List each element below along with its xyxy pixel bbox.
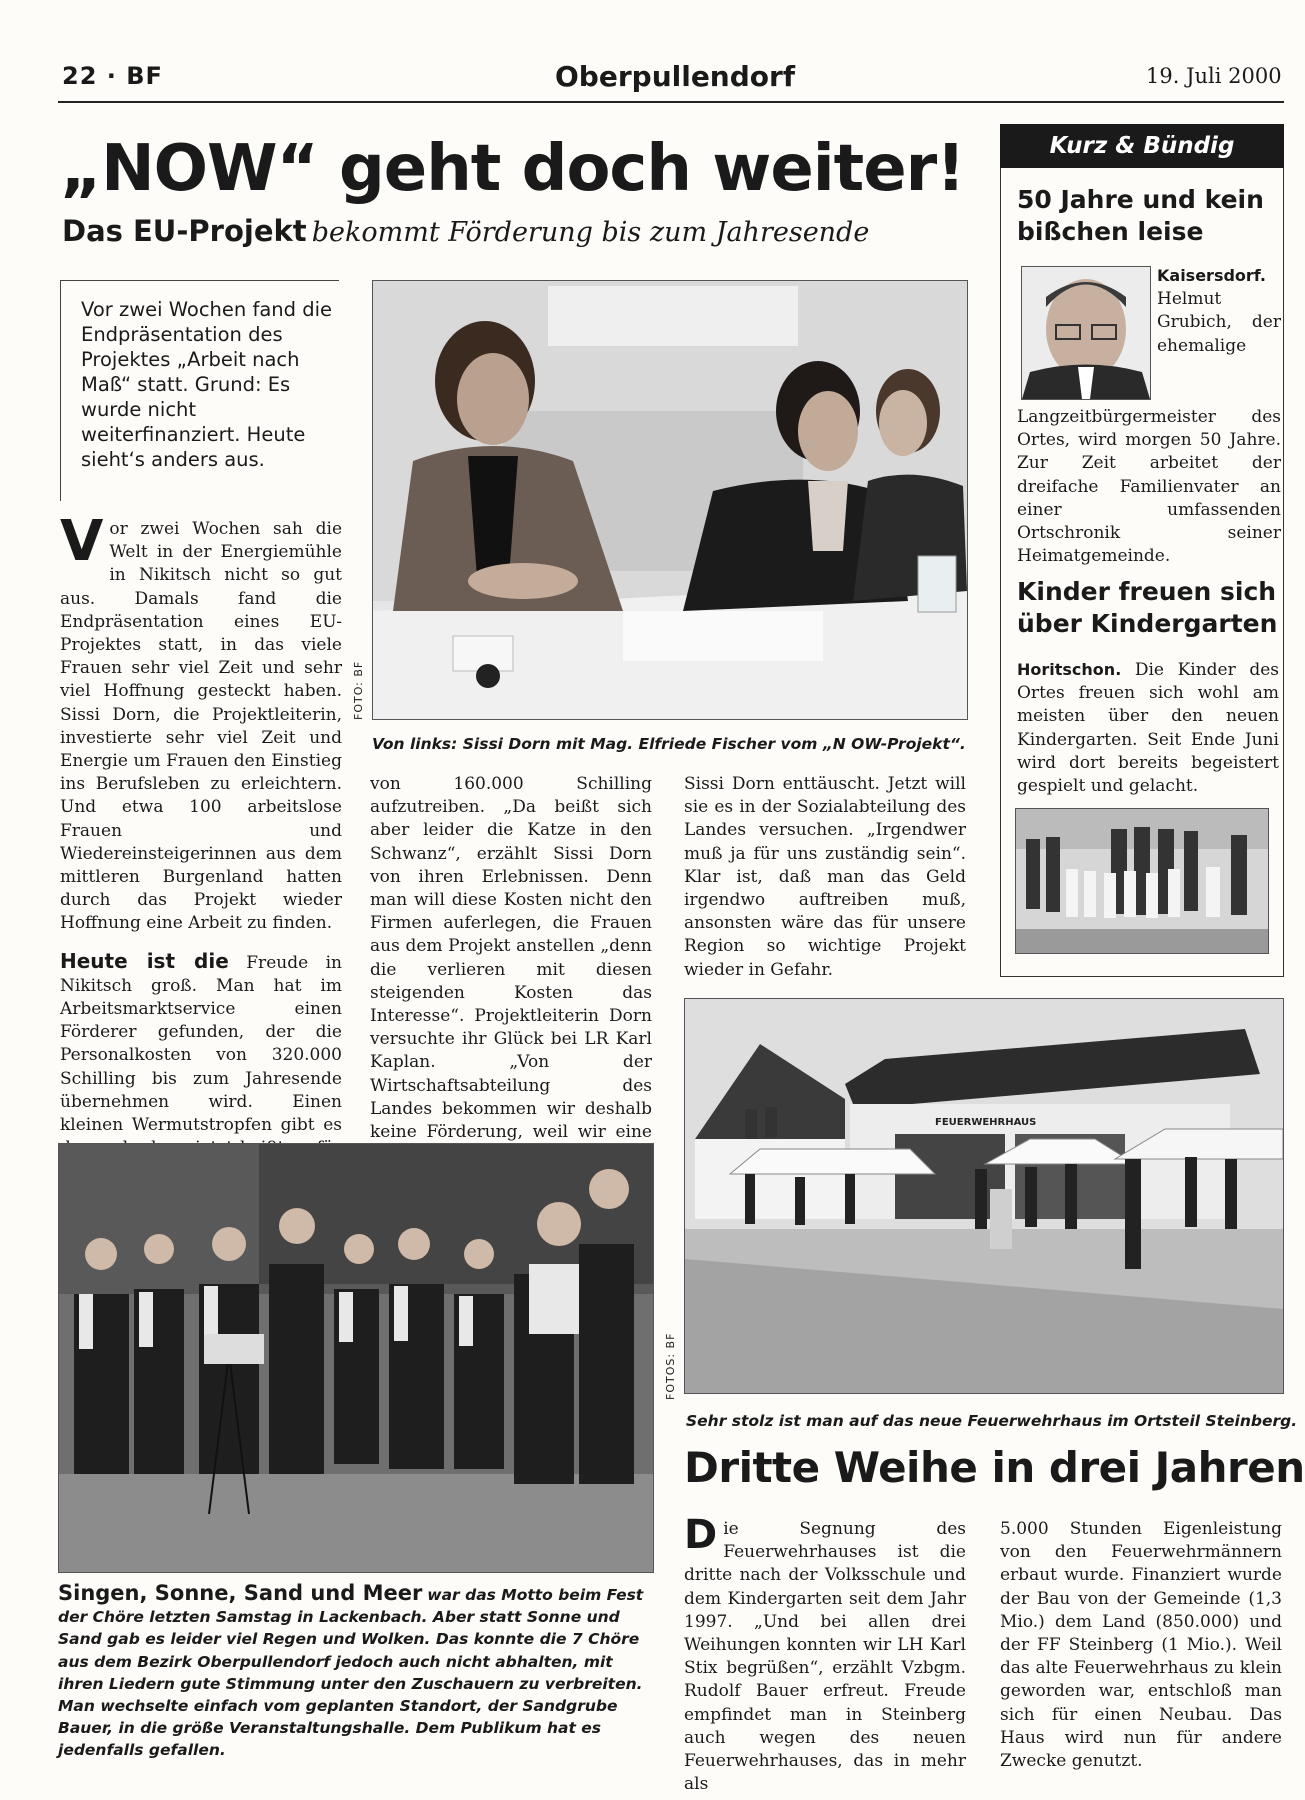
firehouse-column-1 [684,1512,966,1796]
firehouse-column-1-text: Die Segnung des Feuerwehrhauses ist die dritte nach der Volksschule und dem Kindergarten seit dem Jahr 1997. „Und bei allen drei Weihungen konnten wir LH Karl Stix begrüßen“, erzählt Vzbgm. Rudolf Bauer erfreut. Freude empfindet man in Steinberg auch wegen des neuen Feuerwehrhauses, das in mehr als [684,1512,966,1795]
choir-photo-credit: FOTOS: BF [664,1332,677,1400]
dropcap-v: V [60,509,104,574]
firehouse-column-2-text: 5.000 Stunden Eigenleistung von den Feuerwehrmännern erbaut wurde. Finanziert wurde der Bau von der Gemeinde (1,3 Mio.) dem Land (850.000) und der FF Steinberg (1 Mio.). Weil das alte Feuerwehrhaus zu klein geworden war, entschloß man sich für einen Neubau. Das Haus wird nun für andere Zwecke genutzt. [1000,1519,1282,1772]
main-photo-credit: FOTO: BF [352,660,365,720]
teaser-text: Vor zwei Wochen fand die Endpräsentation des Projektes „Arbeit nach Maß“ statt. Grund: Es wurde nicht weiterfinanziert. Heute sieht‘s anders aus. [81,298,333,471]
article-column-2 [370,773,652,1191]
article-paragraph-1: Vor zwei Wochen sah die Welt in der Energiemühle in Nikitsch nicht so gut aus. Damals fand die Endpräsentation eines EU-Projektes statt, in das viele Frauen sehr viel Zeit und sehr viel Hoffnung gesteckt haben. Sissi Dorn, die Projektleiterin, investierte sehr viel Zeit und Energie um Frauen den Einstieg ins Berufsleben zu erleichtern. Und etwa 100 arbeitslose Frauen und Wiedereinsteigerinnen aus dem mittleren Burgenland hatten durch das Projekt wieder Hoffnung eine Arbeit zu finden. [60,509,342,934]
page-number: 22 · BF [62,62,163,90]
sidebar-item1-headline: 50 Jahre und kein bißchen leise [1017,185,1264,246]
article-paragraph-2: Heute ist die Freude in Nikitsch groß. Man hat im Arbeitsmarktservice einen Förderer gefunden, der die Personalkosten von 320.000 Schilling bis zum Jahresende übernehmen wird. Einen kleinen Wermutstropfen gibt es [60,948,342,1136]
issue-date: 19. Juli 2000 [1146,64,1282,88]
article-column-3 [684,773,966,982]
main-subhead [62,214,869,248]
sidebar-item2-headline: Kinder freuen sich über Kindergarten [1017,577,1278,638]
article-column-1 [60,509,342,1184]
header-rule [58,101,1284,103]
sidebar-item1-text: Kaisersdorf. Helmut Grubich, der ehemalige Langzeitbürgermeister des Ortes, wird morgen 50 Jahre. Zur Zeit arbeitet der dreifache Familienvater an einer umfassenden Ortschronik seiner Heimatgemeinde. [1017,266,1281,567]
firehouse-headline: Dritte Weihe in drei Jahren [684,1443,1305,1492]
firehouse-photo [684,998,1284,1394]
lead-in: Heute ist die [60,948,229,973]
dropcap-d: D [684,1512,718,1558]
main-photo [372,280,968,720]
choir-caption-text: war das Motto beim Fest der Chöre letzten Samstag in Lackenbach. Aber statt Sonne und Sand gab es leider viel Regen und Wolken. Das konnte die 7 Chöre aus dem Bezirk Oberpullendorf jedoch auch nicht abhalten, mit ihren Liedern gute Stimmung unter den Zuschauern zu verbreiten. Man wechselte einfach vom geplanten Standort, der Sandgrube Bauer, in die größe Veranstaltungshalle. Dem Publikum hat es jedenfalls gefallen. [58,1586,644,1760]
choir-caption [58,1582,652,1762]
main-photo-caption: Von links: Sissi Dorn mit Mag. Elfriede Fischer vom „N OW-Projekt“. [372,735,966,753]
choir-photo [58,1143,654,1573]
choir-caption-bold: Singen, Sonne, Sand und Meer [58,1581,423,1605]
firehouse-caption: Sehr stolz ist man auf das neue Feuerwehrhaus im Ortsteil Steinberg. [686,1412,1298,1430]
sidebar-item1-place: Kaisersdorf. [1157,266,1266,285]
sidebar-kindergarten-photo [1015,808,1269,954]
subhead-italic: bekommt Förderung bis zum Jahresende [311,217,870,248]
sidebar-item2-text: Horitschon. Die Kinder des Ortes freuen sich wohl am meisten über den neuen Kindergarten. Seit Ende Juni wird dort bereits begeistert gespielt und gelacht. [1017,660,1279,797]
section-title: Oberpullendorf [555,60,796,93]
sidebar-item2-place: Horitschon. [1017,660,1122,679]
firehouse-column-2 [1000,1518,1282,1773]
sidebar-title: Kurz & Bündig [1000,124,1284,168]
main-headline: „NOW“ geht doch weiter! [60,132,965,206]
teaser-box [60,280,339,501]
article-column-2-text: von 160.000 Schilling aufzutreiben. „Da beißt sich aber leider die Katze in den Schwanz“, erzählt Sissi Dorn von ihren Erlebnissen. Denn man will diese Kosten nicht den Firmen auferlegen, die Frauen aus dem Projekt anstellen „denn die verlieren mit diesen steigenden Kosten das Interesse“. Projektleiterin Dorn versuchte ihr Glück bei LR Karl Kaplan. „Von der Wirtschaftsabteilung des Landes bekommen wir deshalb keine Förderung, weil wir eine [370,774,652,1143]
sidebar-box [1000,124,1284,977]
article-column-3-text: Sissi Dorn enttäuscht. Jetzt will sie es in der Sozialabteilung des Landes versuchen. „Irgendwer muß ja für uns zuständig sein“. Klar ist, daß man das Geld irgendwo auftreiben muß, ansonsten wäre das für unsere Region so wichtige Projekt wieder in Gefahr. [684,774,966,980]
subhead-bold: Das EU-Projekt [62,214,307,248]
firehouse-sign-text: FEUERWEHRHAUS [935,1117,1037,1128]
